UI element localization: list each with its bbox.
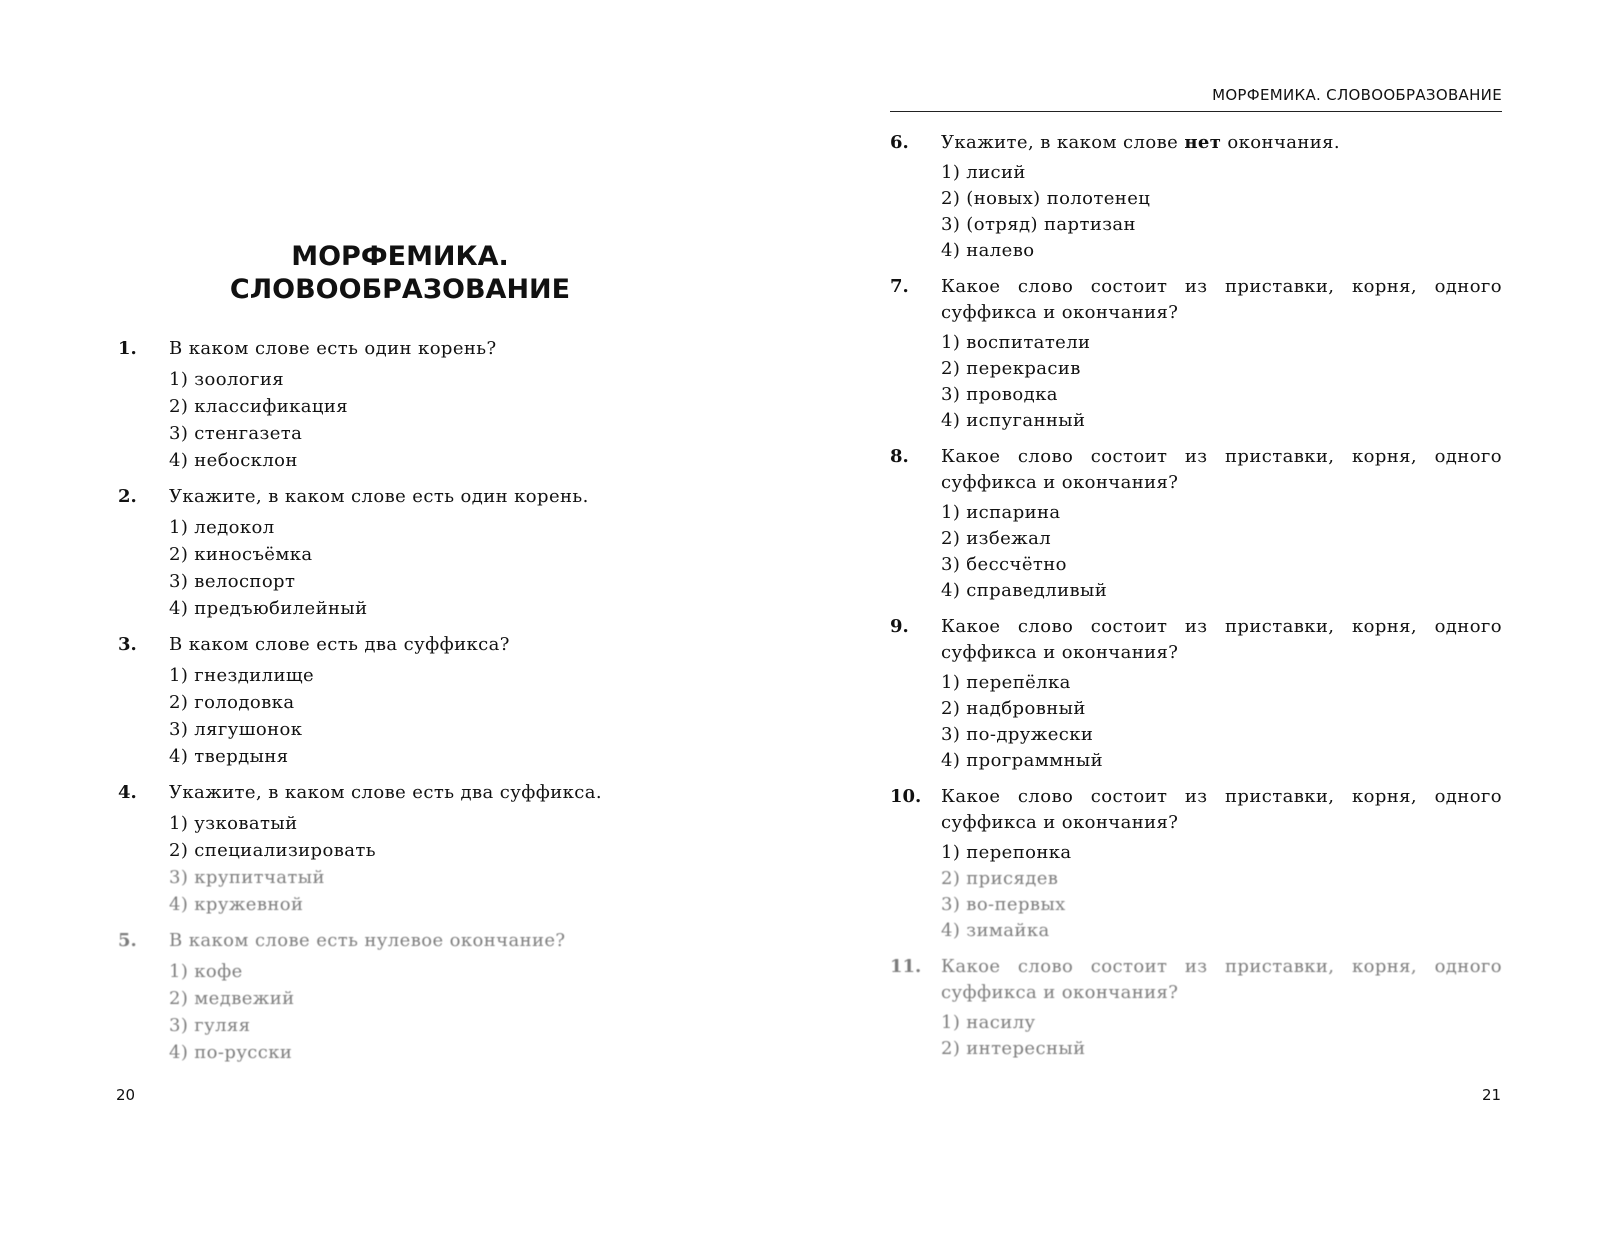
answer-option: 2) присядев [941,868,1059,889]
question-text: В каком слове есть нулевое окончание? [169,930,566,951]
answer-option: 3) стенгазета [169,423,303,444]
answer-option: 2) интересный [941,1038,1086,1059]
answer-option: 1) лисий [941,162,1026,183]
question-text: В каком слове есть один корень? [169,338,497,359]
answer-option: 1) гнездилище [169,665,315,686]
question-number: 1. [118,338,137,359]
answer-option: 1) перепонка [941,842,1072,863]
chapter-title-line-2: СЛОВООБРАЗОВАНИЕ [229,274,571,305]
answer-option: 1) воспитатели [941,332,1091,353]
question-11 [890,954,1502,1062]
page-number: 20 [116,1086,136,1104]
question-text: Какое слово состоит из приставки, корня, одного суффикса и окончания? [941,786,1502,833]
question-9 [890,614,1502,774]
answer-option: 1) узковатый [169,813,298,834]
answer-option: 4) налево [941,240,1035,261]
answer-option: 4) предъюбилейный [169,598,368,619]
chapter-title [120,240,680,306]
answer-option: 4) справедливый [941,580,1108,601]
answer-option: 2) медвежий [169,988,295,1009]
question-number: 8. [890,446,909,467]
answer-option: 3) бессчётно [941,554,1067,575]
answer-option: 3) во-первых [941,894,1066,915]
answer-option: 1) ледокол [169,517,275,538]
question-number: 3. [118,634,137,655]
question-text: Какое слово состоит из приставки, корня, одного суффикса и окончания? [941,446,1502,493]
question-1 [118,336,698,474]
question-text: Какое слово состоит из приставки, корня, одного суффикса и окончания? [941,276,1502,323]
answer-option: 1) испарина [941,502,1061,523]
question-text: Укажите, в каком слове есть один корень. [169,486,589,507]
question-text: Укажите, в каком слове есть два суффикса. [169,782,603,803]
question-list-right [890,130,1502,1072]
answer-option: 3) крупитчатый [169,867,325,888]
answer-option: 1) зоология [169,369,285,390]
emphasis-word: нет [1184,132,1222,153]
right-page [810,0,1620,1258]
answer-option: 4) испуганный [941,410,1086,431]
answer-option: 1) перепёлка [941,672,1071,693]
answer-option: 4) небосклон [169,450,298,471]
answer-option: 2) перекрасив [941,358,1081,379]
question-text: Какое слово состоит из приставки, корня, одного суффикса и окончания? [941,616,1502,663]
question-text: В каком слове есть два суффикса? [169,634,510,655]
answer-option: 3) лягушонок [169,719,303,740]
answer-option: 2) классификация [169,396,349,417]
answer-option: 2) голодовка [169,692,295,713]
question-number: 10. [890,786,922,807]
answer-option: 4) по-русски [169,1042,293,1063]
answer-option: 2) (новых) полотенец [941,188,1151,209]
answer-option: 4) кружевной [169,894,304,915]
question-6 [890,130,1502,264]
answer-option: 3) гуляя [169,1015,251,1036]
question-10 [890,784,1502,944]
question-4 [118,780,698,918]
question-number: 2. [118,486,137,507]
answer-option: 1) кофе [169,961,243,982]
answer-option: 2) специализировать [169,840,376,861]
answer-option: 4) программный [941,750,1104,771]
question-2 [118,484,698,622]
question-number: 7. [890,276,909,297]
answer-option: 4) зимайка [941,920,1050,941]
question-text: Какое слово состоит из приставки, корня, одного суффикса и окончания? [941,956,1502,1003]
answer-option: 3) велоспорт [169,571,296,592]
answer-option: 2) надбровный [941,698,1086,719]
page-number: 21 [1482,1086,1502,1104]
question-3 [118,632,698,770]
question-7 [890,274,1502,434]
answer-option: 1) насилу [941,1012,1036,1033]
question-8 [890,444,1502,604]
answer-option: 4) твердыня [169,746,289,767]
question-text: Укажите, в каком слове нет окончания. [941,132,1341,153]
answer-option: 3) (отряд) партизан [941,214,1136,235]
answer-option: 2) киносъёмка [169,544,313,565]
question-number: 5. [118,930,137,951]
answer-option: 3) по-дружески [941,724,1094,745]
question-number: 4. [118,782,137,803]
running-head: МОРФЕМИКА. СЛОВООБРАЗОВАНИЕ [890,86,1502,112]
question-list-left [118,336,698,1076]
question-number: 9. [890,616,909,637]
question-number: 6. [890,132,909,153]
question-5 [118,928,698,1066]
chapter-title-line-1: МОРФЕМИКА. [291,241,509,272]
answer-option: 2) избежал [941,528,1052,549]
answer-option: 3) проводка [941,384,1058,405]
question-number: 11. [890,956,922,977]
